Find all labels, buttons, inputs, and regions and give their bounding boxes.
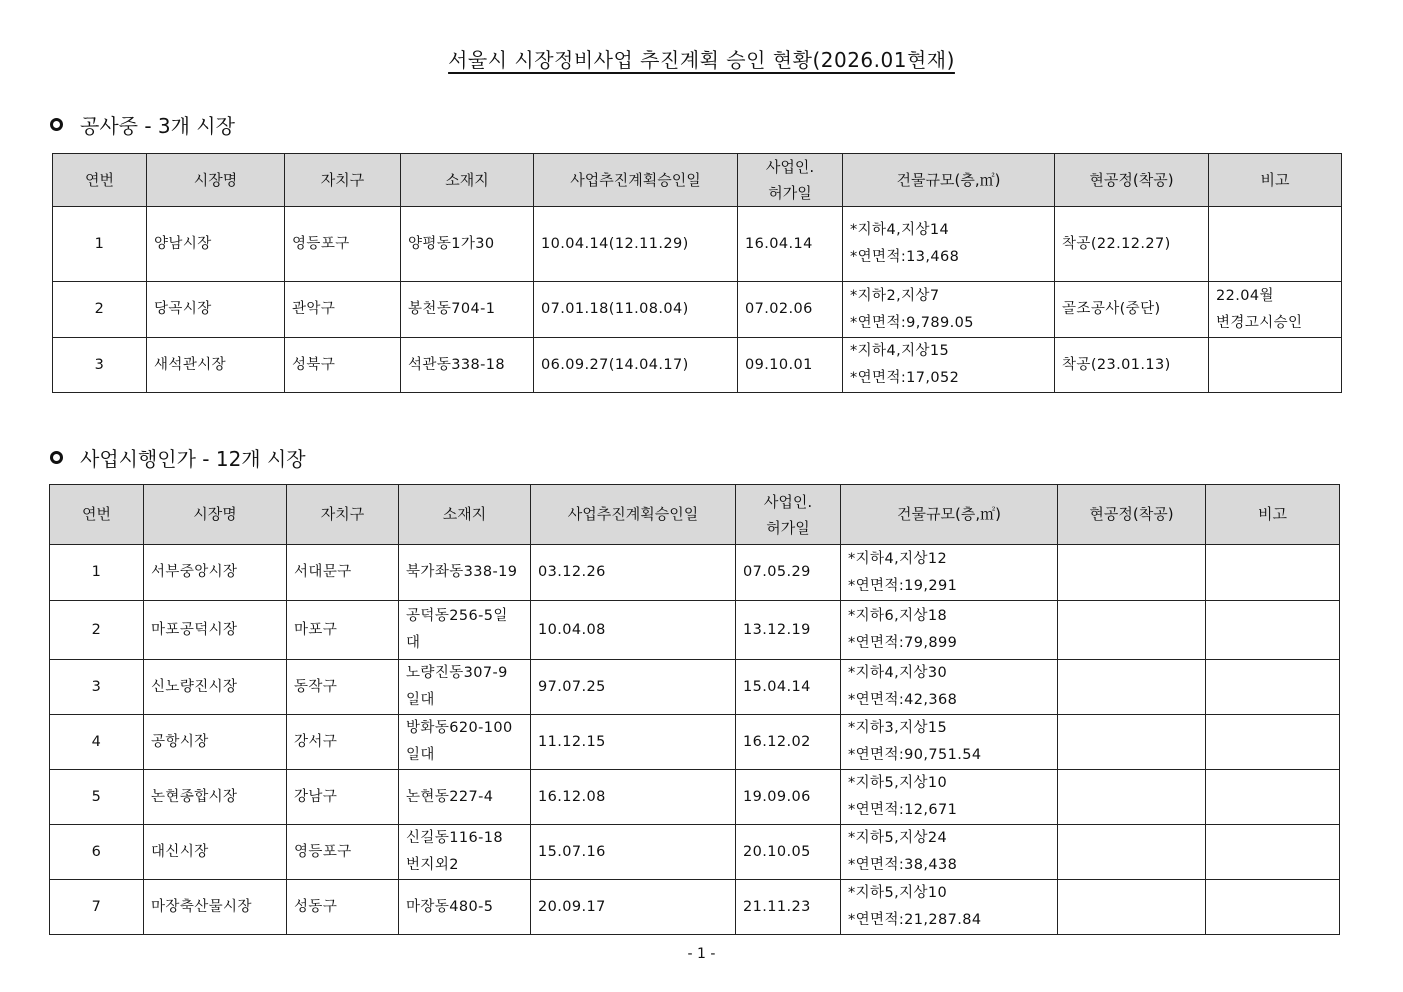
column-header-market-name: 시장명 bbox=[144, 485, 287, 545]
cell-district: 영등포구 bbox=[287, 825, 399, 880]
cell-address: 논현동227-4 bbox=[399, 770, 531, 825]
cell-progress bbox=[1058, 825, 1206, 880]
cell-plan-approval-date: 20.09.17 bbox=[531, 880, 736, 935]
table-row bbox=[50, 715, 1340, 770]
column-header-progress: 현공정(착공) bbox=[1058, 485, 1206, 545]
column-header-district: 자치구 bbox=[285, 154, 401, 207]
column-header-remarks: 비고 bbox=[1206, 485, 1340, 545]
cell-market-name: 마장축산물시장 bbox=[144, 880, 287, 935]
column-header-address: 소재지 bbox=[399, 485, 531, 545]
table-row bbox=[53, 207, 1342, 282]
cell-permit-date: 16.12.02 bbox=[736, 715, 841, 770]
section-heading-construction: 공사중 - 3개 시장 bbox=[50, 110, 235, 139]
cell-remarks bbox=[1206, 715, 1340, 770]
cell-permit-date: 20.10.05 bbox=[736, 825, 841, 880]
cell-progress: 착공(23.01.13) bbox=[1055, 338, 1209, 393]
column-header-address: 소재지 bbox=[401, 154, 534, 207]
table-header-row bbox=[53, 154, 1342, 207]
cell-no: 3 bbox=[53, 338, 147, 393]
cell-market-name: 당곡시장 bbox=[147, 282, 285, 338]
cell-market-name: 대신시장 bbox=[144, 825, 287, 880]
cell-address: 마장동480-5 bbox=[399, 880, 531, 935]
cell-market-name: 서부중앙시장 bbox=[144, 545, 287, 601]
table-row bbox=[53, 338, 1342, 393]
cell-building-scale: *지하3,지상15 *연면적:90,751.54 bbox=[841, 715, 1058, 770]
cell-no: 1 bbox=[50, 545, 144, 601]
cell-district: 성동구 bbox=[287, 880, 399, 935]
cell-district: 관악구 bbox=[285, 282, 401, 338]
cell-remarks bbox=[1206, 660, 1340, 715]
cell-no: 3 bbox=[50, 660, 144, 715]
cell-district: 강서구 bbox=[287, 715, 399, 770]
construction-table bbox=[52, 153, 1342, 393]
cell-progress bbox=[1058, 770, 1206, 825]
cell-remarks bbox=[1206, 880, 1340, 935]
cell-building-scale: *지하4,지상30 *연면적:42,368 bbox=[841, 660, 1058, 715]
cell-building-scale: *지하2,지상7 *연면적:9,789.05 bbox=[843, 282, 1055, 338]
cell-progress bbox=[1058, 660, 1206, 715]
cell-district: 영등포구 bbox=[285, 207, 401, 282]
column-header-plan-approval-date: 사업추진계획승인일 bbox=[534, 154, 738, 207]
cell-plan-approval-date: 03.12.26 bbox=[531, 545, 736, 601]
cell-address: 방화동620-100 일대 bbox=[399, 715, 531, 770]
cell-permit-date: 07.05.29 bbox=[736, 545, 841, 601]
cell-market-name: 마포공덕시장 bbox=[144, 601, 287, 660]
cell-remarks: 22.04월 변경고시승인 bbox=[1209, 282, 1342, 338]
cell-permit-date: 19.09.06 bbox=[736, 770, 841, 825]
column-header-no: 연번 bbox=[50, 485, 144, 545]
cell-no: 6 bbox=[50, 825, 144, 880]
cell-permit-date: 15.04.14 bbox=[736, 660, 841, 715]
column-header-progress: 현공정(착공) bbox=[1055, 154, 1209, 207]
cell-no: 2 bbox=[53, 282, 147, 338]
cell-progress bbox=[1058, 715, 1206, 770]
cell-building-scale: *지하5,지상10 *연면적:12,671 bbox=[841, 770, 1058, 825]
cell-district: 서대문구 bbox=[287, 545, 399, 601]
circle-bullet-icon bbox=[50, 118, 63, 131]
table-header-row bbox=[50, 485, 1340, 545]
cell-remarks bbox=[1206, 770, 1340, 825]
table-row bbox=[53, 282, 1342, 338]
page-number: - 1 - bbox=[687, 946, 716, 962]
cell-building-scale: *지하4,지상14 *연면적:13,468 bbox=[843, 207, 1055, 282]
cell-address: 신길동116-18 번지외2 bbox=[399, 825, 531, 880]
cell-no: 1 bbox=[53, 207, 147, 282]
column-header-permit-date: 사업인. 허가일 bbox=[736, 485, 841, 545]
cell-no: 2 bbox=[50, 601, 144, 660]
column-header-remarks: 비고 bbox=[1209, 154, 1342, 207]
cell-remarks bbox=[1206, 601, 1340, 660]
cell-address: 공덕동256-5일 대 bbox=[399, 601, 531, 660]
table-row bbox=[50, 880, 1340, 935]
section-heading-approval: 사업시행인가 - 12개 시장 bbox=[50, 443, 306, 472]
table-row bbox=[50, 825, 1340, 880]
cell-progress bbox=[1058, 880, 1206, 935]
cell-remarks bbox=[1206, 825, 1340, 880]
cell-plan-approval-date: 07.01.18(11.08.04) bbox=[534, 282, 738, 338]
cell-progress bbox=[1058, 601, 1206, 660]
cell-address: 양평동1가30 bbox=[401, 207, 534, 282]
cell-plan-approval-date: 15.07.16 bbox=[531, 825, 736, 880]
cell-permit-date: 07.02.06 bbox=[738, 282, 843, 338]
table-row bbox=[50, 660, 1340, 715]
cell-district: 강남구 bbox=[287, 770, 399, 825]
cell-remarks bbox=[1206, 545, 1340, 601]
cell-address: 석관동338-18 bbox=[401, 338, 534, 393]
circle-bullet-icon bbox=[50, 451, 63, 464]
cell-remarks bbox=[1209, 338, 1342, 393]
table-row bbox=[50, 770, 1340, 825]
cell-plan-approval-date: 16.12.08 bbox=[531, 770, 736, 825]
column-header-building-scale: 건물규모(층,㎡) bbox=[843, 154, 1055, 207]
cell-building-scale: *지하6,지상18 *연면적:79,899 bbox=[841, 601, 1058, 660]
column-header-no: 연번 bbox=[53, 154, 147, 207]
cell-district: 성북구 bbox=[285, 338, 401, 393]
cell-building-scale: *지하4,지상12 *연면적:19,291 bbox=[841, 545, 1058, 601]
cell-address: 북가좌동338-19 bbox=[399, 545, 531, 601]
cell-district: 마포구 bbox=[287, 601, 399, 660]
column-header-plan-approval-date: 사업추진계획승인일 bbox=[531, 485, 736, 545]
column-header-permit-date: 사업인. 허가일 bbox=[738, 154, 843, 207]
cell-market-name: 공항시장 bbox=[144, 715, 287, 770]
cell-plan-approval-date: 97.07.25 bbox=[531, 660, 736, 715]
cell-permit-date: 16.04.14 bbox=[738, 207, 843, 282]
cell-market-name: 논현종합시장 bbox=[144, 770, 287, 825]
table-row bbox=[50, 545, 1340, 601]
cell-no: 5 bbox=[50, 770, 144, 825]
cell-permit-date: 13.12.19 bbox=[736, 601, 841, 660]
cell-market-name: 신노량진시장 bbox=[144, 660, 287, 715]
cell-plan-approval-date: 06.09.27(14.04.17) bbox=[534, 338, 738, 393]
cell-plan-approval-date: 10.04.08 bbox=[531, 601, 736, 660]
cell-progress: 골조공사(중단) bbox=[1055, 282, 1209, 338]
cell-address: 봉천동704-1 bbox=[401, 282, 534, 338]
cell-plan-approval-date: 11.12.15 bbox=[531, 715, 736, 770]
cell-address: 노량진동307-9 일대 bbox=[399, 660, 531, 715]
column-header-building-scale: 건물규모(층,㎡) bbox=[841, 485, 1058, 545]
cell-permit-date: 21.11.23 bbox=[736, 880, 841, 935]
cell-remarks bbox=[1209, 207, 1342, 282]
column-header-market-name: 시장명 bbox=[147, 154, 285, 207]
cell-market-name: 양남시장 bbox=[147, 207, 285, 282]
cell-no: 4 bbox=[50, 715, 144, 770]
cell-permit-date: 09.10.01 bbox=[738, 338, 843, 393]
cell-building-scale: *지하5,지상24 *연면적:38,438 bbox=[841, 825, 1058, 880]
approval-table bbox=[49, 484, 1340, 935]
cell-building-scale: *지하4,지상15 *연면적:17,052 bbox=[843, 338, 1055, 393]
cell-plan-approval-date: 10.04.14(12.11.29) bbox=[534, 207, 738, 282]
cell-progress: 착공(22.12.27) bbox=[1055, 207, 1209, 282]
column-header-district: 자치구 bbox=[287, 485, 399, 545]
page-title: 서울시 시장정비사업 추진계획 승인 현황(2026.01현재) bbox=[448, 48, 955, 72]
table-row bbox=[50, 601, 1340, 660]
cell-building-scale: *지하5,지상10 *연면적:21,287.84 bbox=[841, 880, 1058, 935]
cell-progress bbox=[1058, 545, 1206, 601]
cell-no: 7 bbox=[50, 880, 144, 935]
cell-market-name: 새석관시장 bbox=[147, 338, 285, 393]
cell-district: 동작구 bbox=[287, 660, 399, 715]
